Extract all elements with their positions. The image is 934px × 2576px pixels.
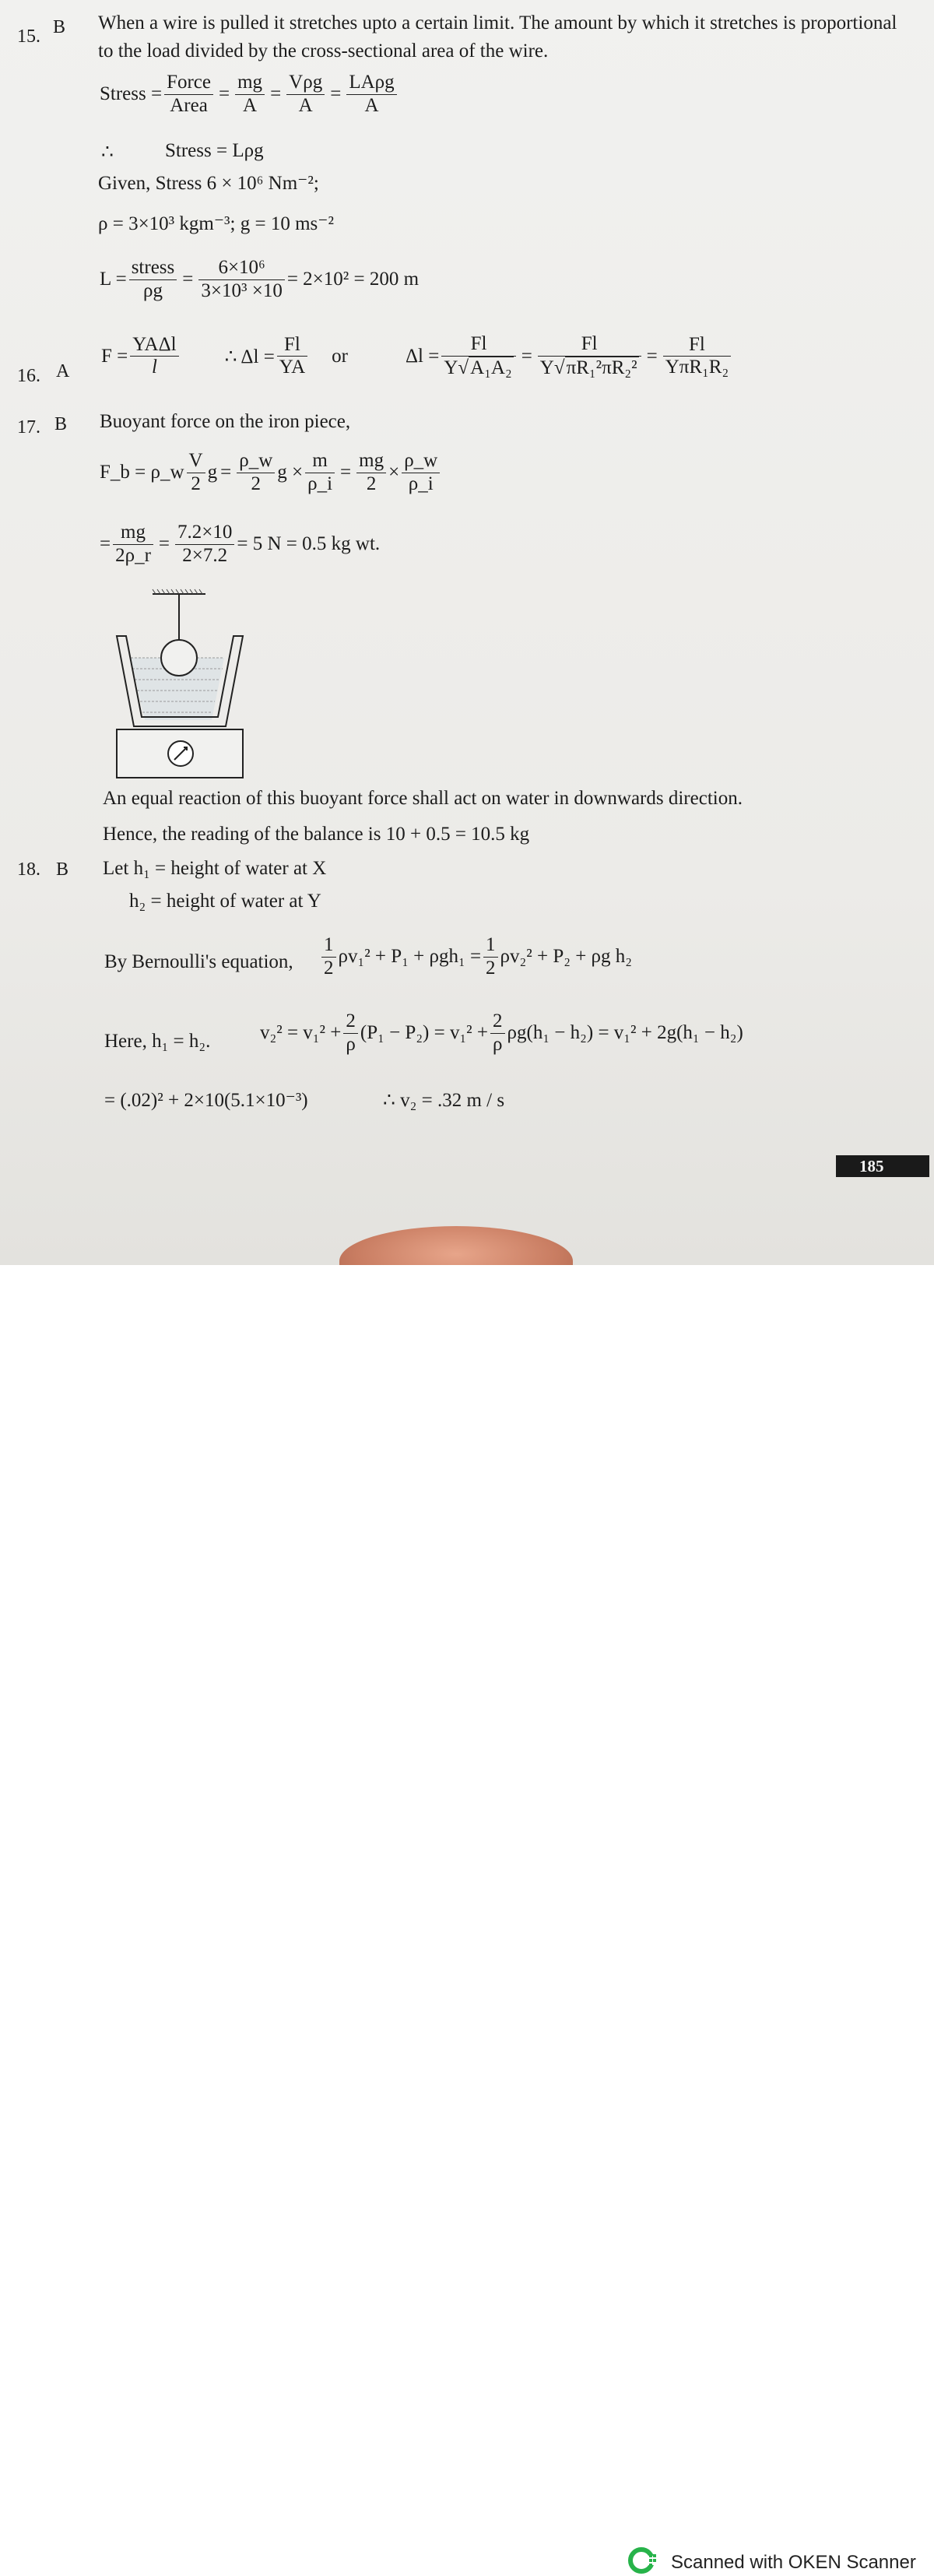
fl-num-2: Fl — [441, 333, 515, 357]
mg-num-2: mg — [356, 450, 386, 473]
ypir-den: YπR₁R₂ — [665, 357, 729, 378]
therefore-symbol: ∴ — [101, 142, 114, 163]
rho-i-den: ρ_i — [307, 473, 333, 494]
rho-w-num-2: ρ_w — [402, 450, 440, 473]
question-number-16: 16. — [17, 366, 40, 386]
final-calc: = (.02)² + 2×10(5.1×10⁻³) — [104, 1090, 308, 1111]
y-symbol-2: Y — [539, 357, 554, 378]
one-num: 1 — [321, 934, 336, 958]
let-h2: h₂ = height of water at Y — [129, 891, 321, 912]
q15-text-line2: to the load divided by the cross-sectional area of the wire. — [98, 40, 549, 62]
buoyant-formula: F_b = ρ_w $\frac{V}{2}$ g = $\frac{\rho\_w}{2}$ g × $\frac{m}{\rho\_i}$ = $\frac{mg}{2}$ × $\frac{\rho\_w}{\rho\_i}$ — [100, 450, 442, 496]
force-num: Force — [164, 72, 213, 95]
m-num: m — [305, 450, 335, 473]
q15-text-line1: When a wire is pulled it stretches upto a certain limit. The amount by which it stretches is proportional — [98, 12, 897, 33]
lapg-num: LAρg — [346, 72, 396, 95]
delta-l-label-2: Δl = — [405, 345, 440, 367]
two-num: 2 — [343, 1010, 358, 1034]
three-e3-den: 3×10³ ×10 — [201, 279, 283, 301]
mg-num-3: mg — [113, 522, 153, 545]
buoyant-result: = $\frac{mg}{2\rho\_r}$ = $\frac{7.2\times 10}{2\times 7.2}$ = 5 N = 0.5 kg wt. — [100, 522, 381, 566]
rho-den: ρ — [346, 1033, 356, 1055]
bernoulli-right: ρv₂² + P₂ + ρg h₂ — [500, 946, 632, 968]
reaction-text: An equal reaction of this buoyant force shall act on water in downwards direction. — [103, 788, 743, 809]
question-number-15: 15. — [17, 26, 40, 47]
two-den-5: 2 — [486, 957, 496, 979]
two-den-4: 2 — [324, 957, 334, 979]
answer-18: B — [56, 859, 69, 880]
question-number-17: 17. — [17, 417, 40, 438]
iron-piece — [161, 640, 197, 676]
a1a2-den: A₁A₂ — [470, 357, 512, 378]
two-den: 2 — [191, 473, 201, 494]
fl-num-3: Fl — [538, 333, 641, 357]
v2-right: ρg(h₁ − h₂) = v₁² + 2g(h₁ − h₂) — [507, 1022, 743, 1044]
given-rho-g: ρ = 3×10³ kgm⁻³; g = 10 ms⁻² — [98, 213, 334, 234]
delta-l-label: ∴ Δl = — [224, 346, 275, 367]
v2-result: ∴ v₂ = .32 m / s — [383, 1090, 505, 1111]
l-label: L = — [100, 269, 127, 290]
buoyant-value: = 5 N = 0.5 kg wt. — [237, 533, 381, 555]
q17-title: Buoyant force on the iron piece, — [100, 411, 351, 432]
oken-logo-icon — [627, 2545, 662, 2576]
given-stress: Given, Stress 6 × 10⁶ Nm⁻²; — [98, 173, 319, 194]
rho-i-den-2: ρ_i — [408, 473, 434, 494]
stress-label: Stress = — [100, 83, 163, 105]
two-rho-r-den: 2ρ_r — [115, 544, 151, 566]
stress-formula: Stress = $\frac{\text{Force}}{\text{Area}}$ = $\frac{mg}{A}$ = $\frac{\text{Vρg}}{A}$ = $\frac{\text{LAρg}}{A}$ — [100, 72, 399, 118]
seven-two-num: 7.2×10 — [175, 522, 234, 545]
f-label: F = — [101, 345, 128, 367]
v2-left: v₂² = v₁² + — [260, 1022, 342, 1044]
finger-shadow — [339, 1226, 573, 1265]
ya-den: YA — [279, 357, 306, 378]
v2-middle: (P₁ − P₂) = v₁² + — [360, 1022, 489, 1044]
answer-17: B — [54, 414, 68, 434]
vpg-num: Vρg — [286, 72, 325, 95]
length-formula: L = $\frac{\text{stress}}{\rho g}$ = $\frac{\text{6×10⁶}}{\text{3×10³ ×10}}$ = 2×10² = 200 m — [100, 257, 420, 301]
l-den: l — [151, 357, 157, 378]
two-seven-den: 2×7.2 — [182, 544, 228, 566]
page-number: 185 — [836, 1155, 929, 1177]
scanned-page — [0, 0, 934, 1265]
a-den-2: A — [298, 94, 313, 116]
a-den-3: A — [364, 94, 379, 116]
hence-text: Hence, the reading of the balance is 10 + 0.5 = 10.5 kg — [103, 824, 530, 845]
answer-16: A — [56, 361, 70, 381]
g-times: g × — [277, 462, 304, 483]
pg-den: ρg — [142, 279, 163, 301]
y-symbol: Y — [444, 357, 458, 378]
fb-label: F_b = ρ_w — [100, 462, 184, 483]
here-h1-h2: Here, h₁ = h₂. — [104, 1031, 211, 1052]
or-word: or — [332, 345, 348, 367]
bernoulli-label: By Bernoulli's equation, — [104, 951, 293, 972]
stress-equals-lpg: Stress = Lρg — [165, 140, 264, 161]
two-den-3: 2 — [366, 473, 377, 494]
mg-num: mg — [235, 72, 265, 95]
fl-num-4: Fl — [663, 334, 731, 357]
scanner-footer-text: Scanned with OKEN Scanner — [671, 2552, 916, 2573]
two-den-2: 2 — [251, 473, 261, 494]
answer-15: B — [53, 17, 66, 37]
times-symbol: × — [388, 462, 400, 483]
g-symbol: g — [207, 462, 218, 483]
scanner-footer — [0, 1265, 934, 2573]
pir-den: πR₁²πR₂² — [566, 357, 637, 378]
area-den: Area — [170, 94, 208, 116]
rho-w-num: ρ_w — [237, 450, 275, 473]
two-num-2: 2 — [490, 1010, 505, 1034]
balance-diagram — [109, 588, 249, 786]
bernoulli-equation — [319, 934, 632, 980]
stress-num: stress — [129, 257, 177, 280]
bernoulli-left: ρv₁² + P₁ + ρgh₁ = — [338, 946, 482, 968]
question-number-18: 18. — [17, 859, 40, 880]
v-num: V — [187, 450, 205, 473]
fl-num: Fl — [277, 334, 307, 357]
let-h1: Let h₁ = height of water at X — [103, 858, 327, 879]
rho-den-2: ρ — [493, 1033, 503, 1055]
elongation-formulas: F = $\frac{\text{YAΔl}}{l}$ ∴ Δl = $\frac{Fl}{YA}$ or Δl = $\frac{Fl}{\text{Y√A₁A₂}}$ = $\frac{Fl}{\text{Y√πR₁²πR₂²}}$ = $\frac{Fl}{\text{YπR₁R₂}}$ — [101, 333, 733, 380]
one-num-2: 1 — [483, 934, 498, 958]
a-den: A — [243, 94, 258, 116]
yadl-num: YAΔl — [130, 334, 178, 357]
length-result: = 2×10² = 200 m — [286, 269, 420, 290]
velocity-equation — [260, 1010, 743, 1056]
six-e6-num: 6×10⁶ — [198, 257, 284, 280]
